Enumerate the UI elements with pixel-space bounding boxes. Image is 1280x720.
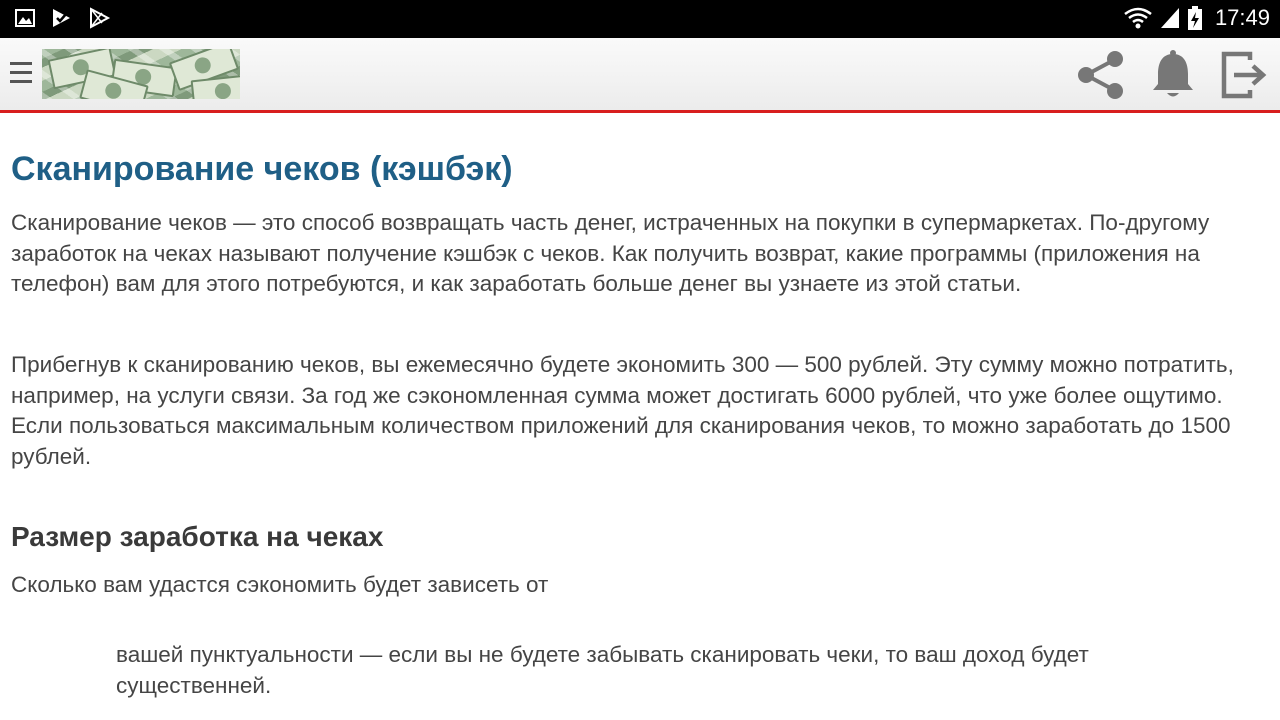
- image-icon: [14, 7, 36, 29]
- share-icon[interactable]: [1074, 48, 1128, 102]
- article-paragraph: Прибегнув к сканированию чеков, вы ежемесячно будете экономить 300 — 500 рублей. Эту сумму можно потратить, например, на услуги связи. За год же сэкономленная сумма может достигать 6000 рублей, что уже более ощутимо. Если пользоваться максимальным количеством приложений для сканирования чеков, то можно заработать до 1500 рублей.: [11, 352, 1234, 469]
- play-store-icon: [88, 7, 112, 29]
- signal-icon: [1159, 6, 1181, 30]
- bell-icon[interactable]: [1148, 48, 1198, 102]
- exit-icon[interactable]: [1220, 48, 1270, 102]
- wifi-icon: [1123, 6, 1153, 30]
- article-title: Сканирование чеков (кэшбэк): [11, 150, 513, 188]
- money-banner-logo[interactable]: [42, 49, 240, 99]
- notification-icons: [14, 7, 112, 29]
- clock: 17:49: [1214, 5, 1270, 30]
- bullet-list: [116, 640, 1216, 701]
- battery-charging-icon: [1187, 5, 1203, 31]
- section-heading: Размер заработка на чеках: [11, 521, 384, 552]
- article-paragraph: Сканирование чеков — это способ возвращать часть денег, истраченных на покупки в супермаркетах. По-другому заработок на чеках называют получение кэшбэк с чеков. Как получить возврат, какие программы (приложения на телефон) вам для этого потребуются, и как заработать больше денег вы узнаете из этой статьи.: [11, 210, 1210, 296]
- app-toolbar: [0, 38, 1280, 113]
- play-store-check-icon: [50, 7, 74, 29]
- status-bar: [0, 0, 1280, 38]
- system-status: [1123, 5, 1270, 31]
- menu-icon[interactable]: [10, 62, 32, 86]
- section-intro: Сколько вам удастся сэкономить будет зависеть от: [11, 572, 549, 597]
- list-item: вашей пунктуальности — если вы не будете забывать сканировать чеки, то ваш доход будет существенней.: [116, 642, 1089, 698]
